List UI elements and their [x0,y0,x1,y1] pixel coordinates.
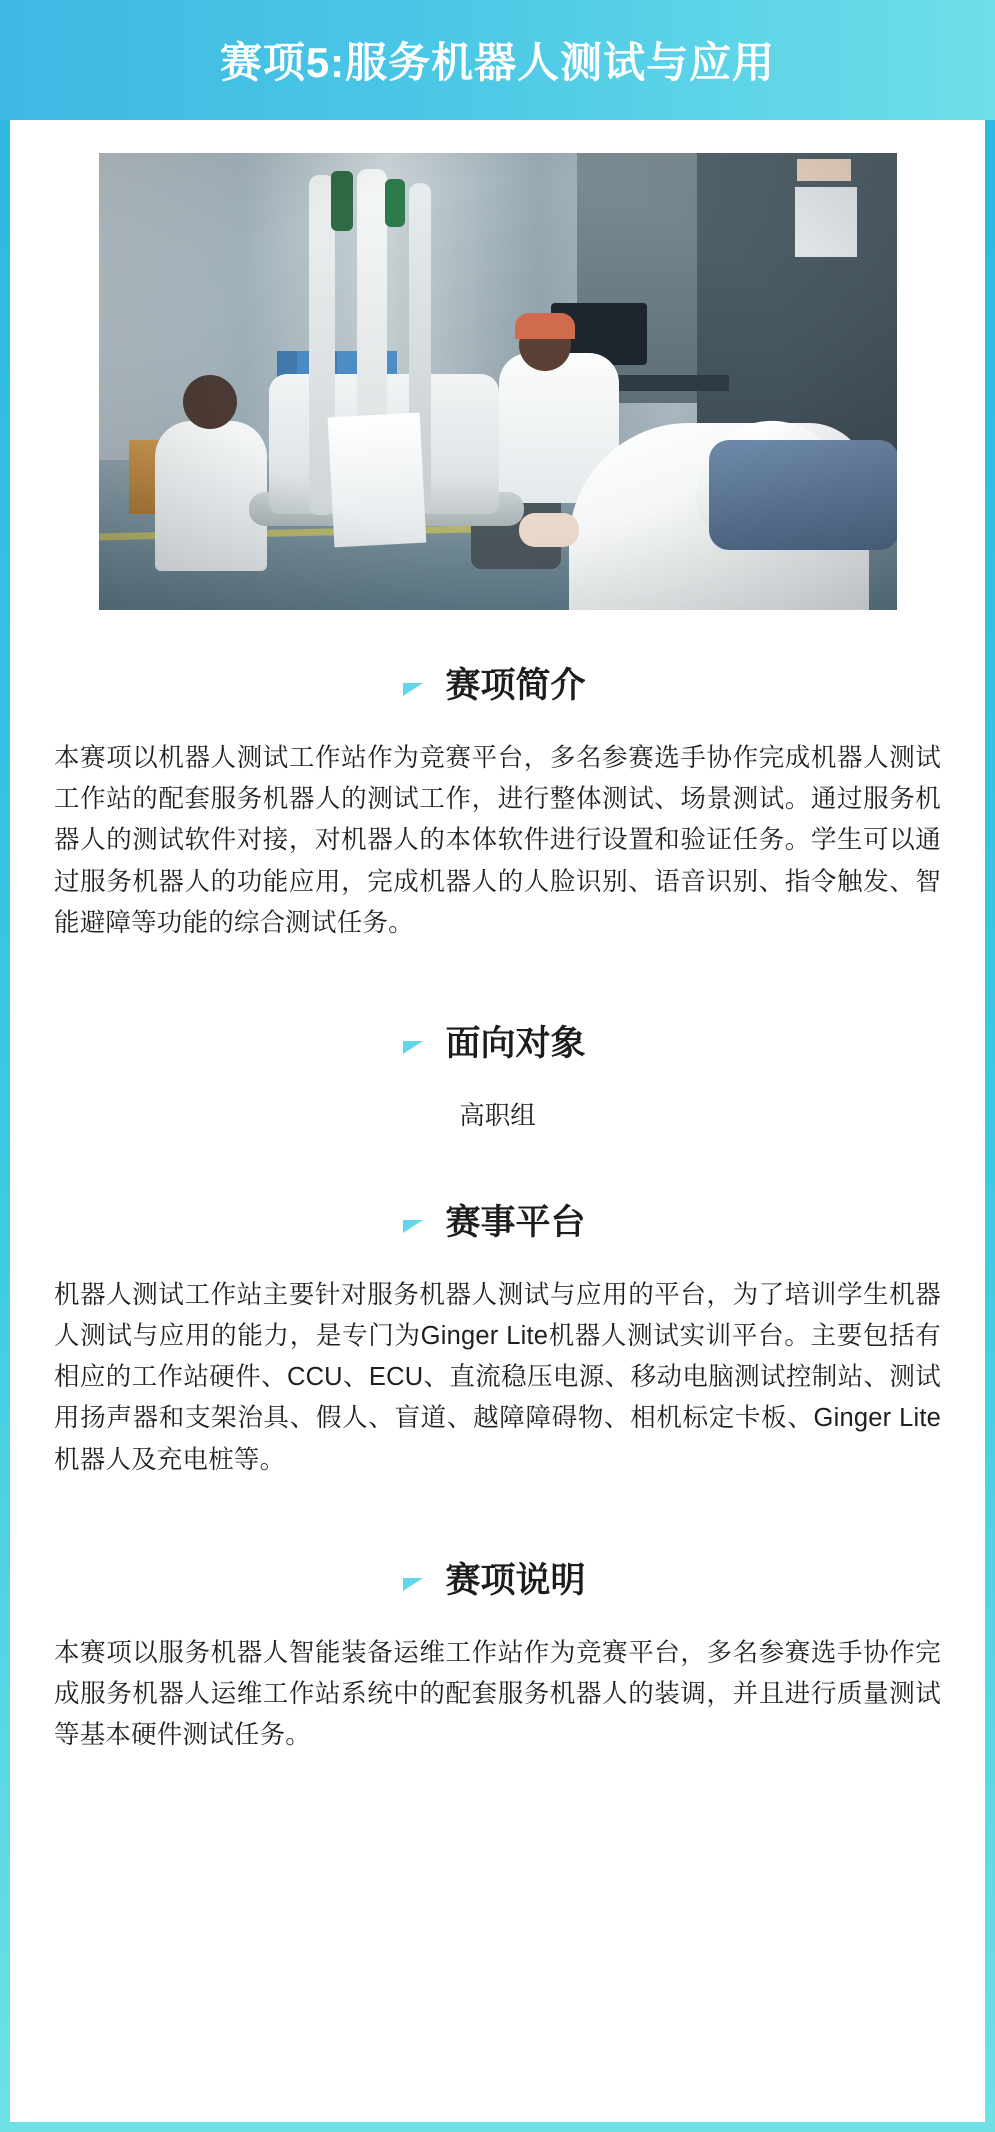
section-body-platform: 机器人测试工作站主要针对服务机器人测试与应用的平台，为了培训学生机器人测试与应用的能力，是专门为Ginger Lite机器人测试实训平台。主要包括有相应的工作站硬件、CCU、ECU、直流稳压电源、移动电脑测试控制站、测试用扬声器和支架治具、假人、盲道、越障障碍物、相机标定卡板、Ginger Lite机器人及充电桩等。 [54,1280,941,1474]
section-title-audience: 面向对象 [439,1022,591,1070]
section-heading-description [10,1559,985,1607]
spacer-1 [10,944,985,1022]
section-body-audience: 高职组 [459,1101,536,1130]
content-card [10,120,985,2122]
spacer-3 [10,1481,985,1559]
photo-vignette [99,153,897,610]
section-body-intro: 本赛项以机器人测试工作站作为竞赛平台，多名参赛选手协作完成机器人测试工作站的配套服务机器人的测试工作，进行整体测试、场景测试。通过服务机器人的测试软件对接，对机器人的本体软件进行设置和验证任务。学生可以通过服务机器人的功能应用，完成机器人的人脸识别、语音识别、指令触发、智能避障等功能的综合测试任务。 [54,743,941,937]
triangle-marker-icon [403,1220,423,1233]
page-header [0,0,995,120]
section-title-intro: 赛项简介 [439,664,591,712]
triangle-marker-icon [403,1041,423,1054]
spacer-2 [10,1137,985,1201]
triangle-marker-icon [403,1578,423,1591]
section-heading-intro [10,664,985,712]
section-body-description: 本赛项以服务机器人智能装备运维工作站作为竞赛平台，多名参赛选手协作完成服务机器人运维工作站系统中的配套服务机器人的装调，并且进行质量测试等基本硬件测试任务。 [54,1638,941,1750]
triangle-marker-icon [403,683,423,696]
section-heading-platform [10,1201,985,1249]
section-title-platform: 赛事平台 [439,1201,591,1249]
section-title-description: 赛项说明 [439,1559,591,1607]
page-title: 赛项5:服务机器人测试与应用 [219,39,776,86]
robot-testing-workstation-photo [99,153,897,610]
section-heading-audience [10,1022,985,1070]
